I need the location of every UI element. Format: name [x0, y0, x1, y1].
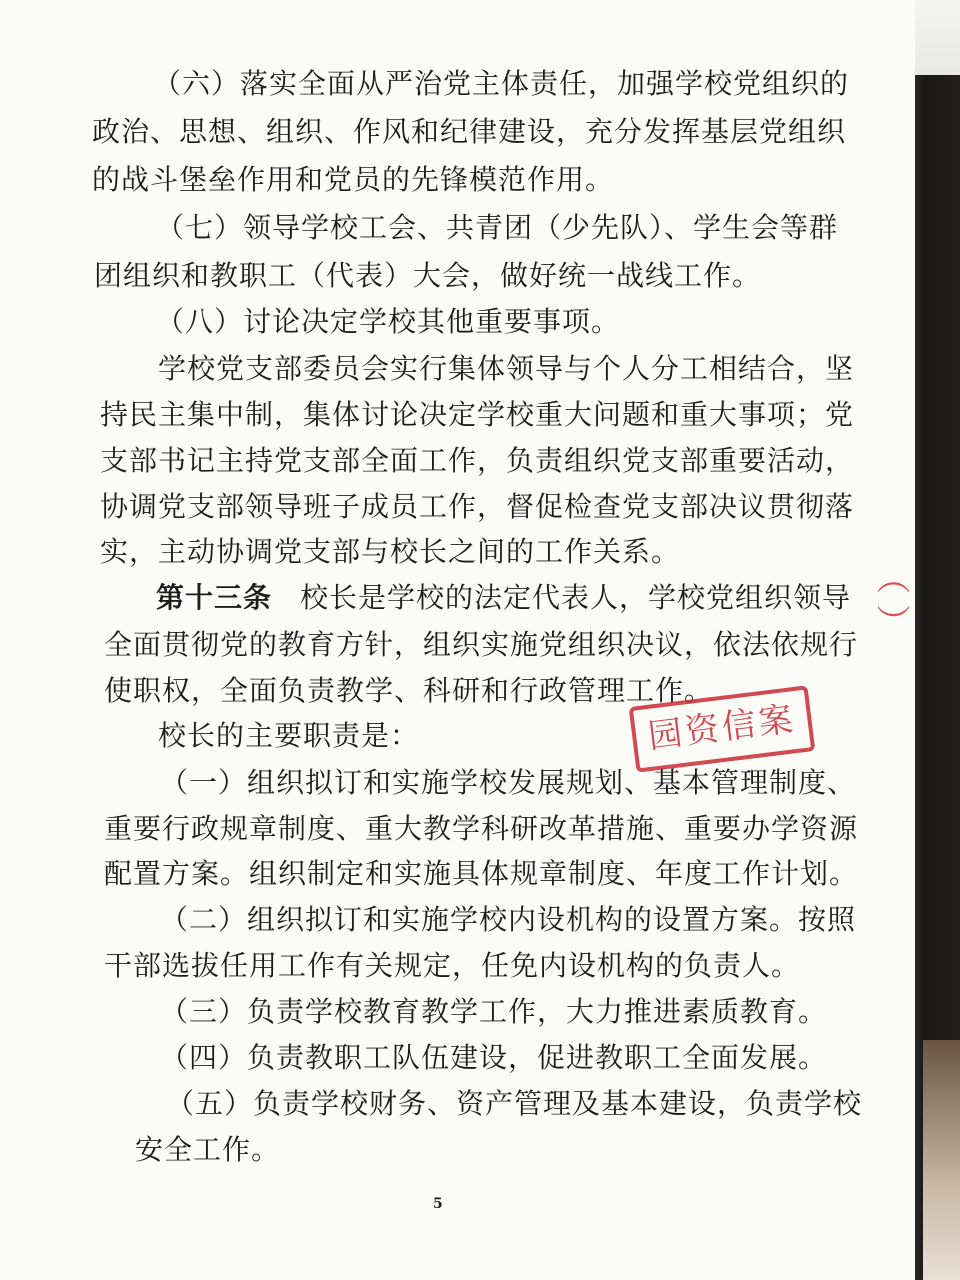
text-line: （八）讨论决定学校其他重要事项。	[156, 305, 621, 338]
text-line: 实，主动协调党支部与校长之间的工作关系。	[100, 535, 681, 568]
archive-seal-stamp: 园资信案	[629, 685, 816, 772]
article-line	[156, 578, 851, 618]
text-line: 安全工作。	[135, 1133, 281, 1166]
text-line: 全面贯彻党的教育方针，组织实施党组织决议，依法依规行	[104, 628, 859, 661]
text-line: 团组织和教职工（代表）大会，做好统一战线工作。	[94, 259, 762, 292]
text-line: 干部选拔任用工作有关规定，任免内设机构的负责人。	[104, 949, 801, 982]
adjacent-sheet-bottom	[923, 1040, 960, 1280]
text-line: 支部书记主持党支部全面工作，负责组织党支部重要活动，	[100, 444, 855, 477]
text-line: （一）组织拟订和实施学校发展规划、基本管理制度、	[160, 766, 857, 799]
text-line: 配置方案。组织制定和实施具体规章制度、年度工作计划。	[104, 857, 859, 890]
text-line: （五）负责学校财务、资产管理及基本建设，负责学校	[166, 1087, 863, 1120]
text-line: 的战斗堡垒作用和党员的先锋模范作用。	[92, 163, 615, 196]
bleed-through-marks: （ ）	[870, 560, 910, 639]
text-line: 校长是学校的法定代表人，学校党组织领导	[300, 581, 852, 614]
article-label: 第十三条	[156, 581, 273, 614]
text-line: 政治、思想、组织、作风和纪律建设，充分发挥基层党组织	[92, 115, 847, 148]
text-line: 校长的主要职责是：	[158, 719, 420, 752]
text-line: （四）负责教职工队伍建设，促进教职工全面发展。	[160, 1041, 828, 1074]
text-line: 持民主集中制，集体讨论决定学校重大问题和重大事项；党	[100, 398, 855, 431]
text-line: （七）领导学校工会、共青团（少先队）、学生会等群	[156, 211, 839, 244]
text-line: 协调党支部领导班子成员工作，督促检查党支部决议贯彻落	[100, 490, 855, 523]
text-line: （二）组织拟订和实施学校内设机构的设置方案。按照	[160, 903, 857, 936]
text-line: 使职权，全面负责教学、科研和行政管理工作。	[104, 674, 714, 707]
adjacent-sheet-top	[915, 0, 960, 75]
page-number: 5	[433, 1196, 443, 1212]
text-line: （六）落实全面从严治党主体责任，加强学校党组织的	[153, 67, 850, 100]
text-line: 重要行政规章制度、重大教学科研改革措施、重要办学资源	[104, 812, 859, 845]
scan-background-edge	[915, 0, 960, 1280]
text-line: 学校党支部委员会实行集体领导与个人分工相结合，坚	[158, 352, 855, 385]
text-line: （三）负责学校教育教学工作，大力推进素质教育。	[160, 995, 828, 1028]
